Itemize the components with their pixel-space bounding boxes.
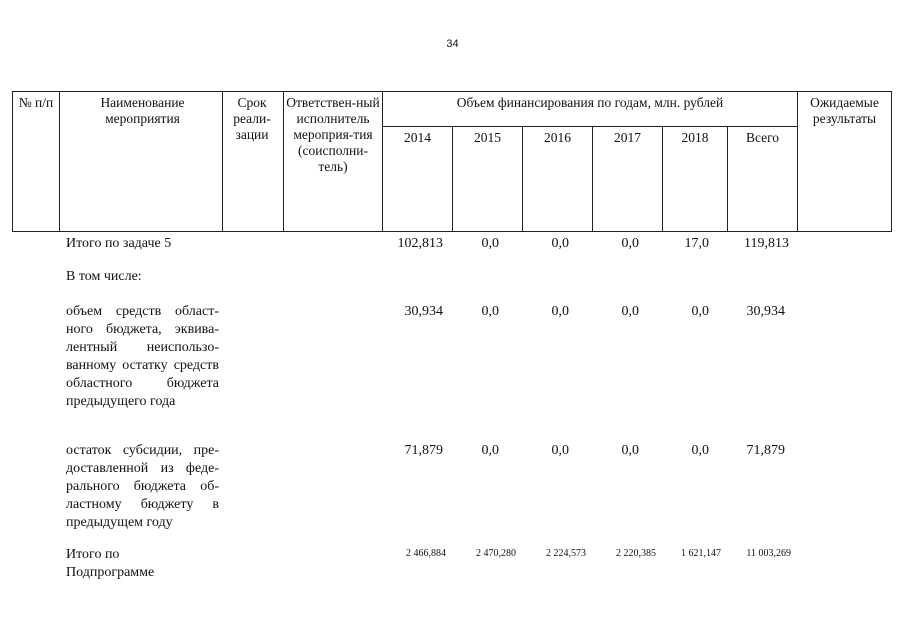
header-term: Срок реали-зации <box>233 95 271 142</box>
header-results: Ожидаемые результаты <box>810 95 879 126</box>
header-year-2017: 2017 <box>614 130 641 145</box>
value-2017: 0,0 <box>621 236 639 251</box>
value-total: 11 003,269 <box>746 548 791 559</box>
row-label: Итого по Подпрограмме <box>66 547 155 580</box>
value-2015: 0,0 <box>481 236 499 251</box>
header-name: Наименование мероприятия <box>100 95 185 126</box>
row-label: объем средств област-ного бюджета, эквива-лентный неиспользо-ванному остатку средств областного бюджета предыдущего года <box>66 304 219 409</box>
value-2015: 0,0 <box>481 443 499 458</box>
header-num: № п/п <box>18 95 54 110</box>
value-2016: 2 224,573 <box>546 548 586 559</box>
value-2017: 0,0 <box>621 443 639 458</box>
value-2014: 71,879 <box>404 443 443 458</box>
header-total: Всего <box>745 130 780 145</box>
value-2016: 0,0 <box>551 236 569 251</box>
value-2016: 0,0 <box>551 304 569 319</box>
header-year-2014: 2014 <box>404 130 431 145</box>
row-label: остаток субсидии, пре-доставленной из феде-рального бюджета об-ластному бюджету в предыдущем году <box>66 443 219 530</box>
value-total: 71,879 <box>746 443 785 458</box>
value-2016: 0,0 <box>551 443 569 458</box>
value-2014: 2 466,884 <box>406 548 446 559</box>
value-2017: 0,0 <box>621 304 639 319</box>
value-2018: 17,0 <box>684 236 709 251</box>
value-2015: 2 470,280 <box>476 548 516 559</box>
page-number: 34 <box>446 38 459 50</box>
header-year-2016: 2016 <box>544 130 571 145</box>
row-label: Итого по задаче 5 <box>66 236 172 251</box>
header-responsible: Ответствен-ный исполнитель мероприя-тия (соисполни-тель) <box>286 95 380 174</box>
value-2015: 0,0 <box>481 304 499 319</box>
value-total: 119,813 <box>744 236 789 251</box>
value-2017: 2 220,385 <box>616 548 656 559</box>
value-2018: 0,0 <box>691 304 709 319</box>
value-total: 30,934 <box>746 304 785 319</box>
row-label: В том числе: <box>66 269 142 284</box>
value-2018: 1 621,147 <box>681 548 721 559</box>
header-funding: Объем финансирования по годам, млн. рублей <box>456 95 724 110</box>
header-year-2018: 2018 <box>681 130 709 145</box>
value-2014: 30,934 <box>404 304 443 319</box>
value-2014: 102,813 <box>397 236 443 251</box>
value-2018: 0,0 <box>691 443 709 458</box>
header-year-2015: 2015 <box>474 130 501 145</box>
